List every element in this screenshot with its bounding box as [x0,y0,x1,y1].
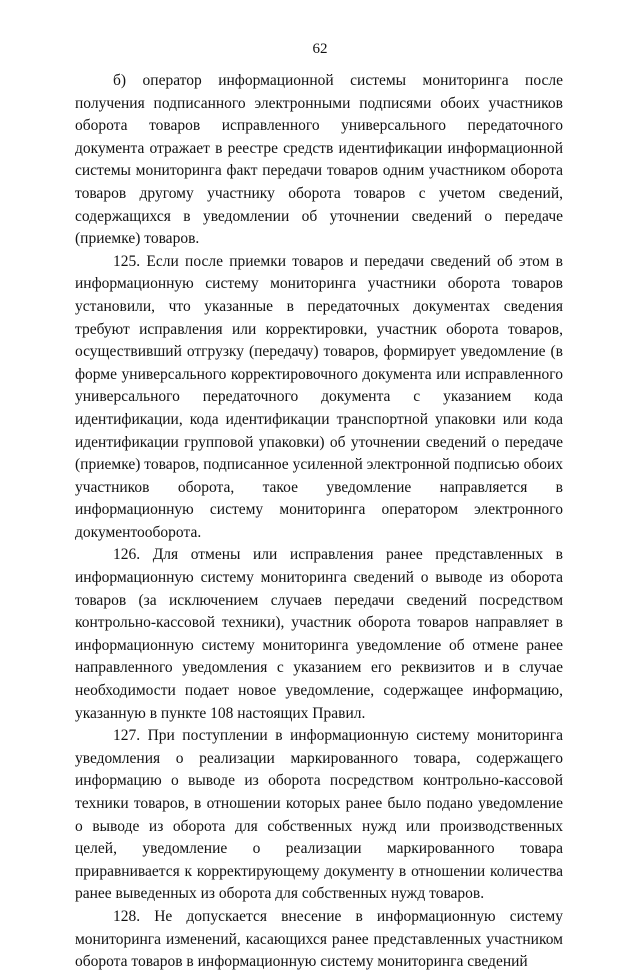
paragraph-126: 126. Для отмены или исправления ранее представленных в информационную систему мониторинга сведений о выводе из оборота товаров (за исключением случаев передачи сведений посредством контрольно-кассовой техники), участник оборота товаров направляет в информационную систему мониторинга уведомление об отмене ранее направленного уведомления с указанием его реквизитов и в случае необходимости подает новое уведомление, содержащее информацию, указанную в пункте 108 настоящих Правил. [75,546,563,722]
page-number: 62 [312,41,328,57]
body-text [75,70,563,974]
paragraph-125: 125. Если после приемки товаров и передачи сведений об этом в информационную систему мониторинга участники оборота товаров установили, что указанные в передаточных документах сведения требуют исправления или корректировки, участник оборота товаров, осуществивший отгрузку (передачу) товаров, формирует уведомление (в форме универсального корректировочного документа или исправленного универсального передаточного документа с указанием кода идентификации, кода идентификации транспортной упаковки или кода идентификации групповой упаковки) об уточнении сведений о передаче (приемке) товаров, подписанное усиленной электронной подписью обоих участников оборота, такое уведомление направляется в информационную систему мониторинга оператором электронного документооборота. [75,252,563,541]
paragraph-127: 127. При поступлении в информационную систему мониторинга уведомления о реализации маркированного товара, содержащего информацию о выводе из оборота посредством контрольно-кассовой техники товаров, в отношении которых ранее было подано уведомление о выводе из оборота для собственных нужд или производственных целей, уведомление о реализации маркированного товара приравнивается к корректирующему документу в отношении количества ранее выведенных из оборота для собственных нужд товаров. [75,727,563,903]
paragraph-128: 128. Не допускается внесение в информационную систему мониторинга изменений, касающихся ранее представленных участником оборота товаров в информационную систему мониторинга сведений [75,907,563,971]
paragraph-b: б) оператор информационной системы мониторинга после получения подписанного электронными подписями обоих участников оборота товаров исправленного универсального передаточного документа отражает в реестре средств идентификации информационной системы мониторинга факт передачи товаров одним участником оборота товаров другому участнику оборота товаров с учетом сведений, содержащихся в уведомлении об уточнении сведений о передаче (приемке) товаров. [75,72,563,248]
